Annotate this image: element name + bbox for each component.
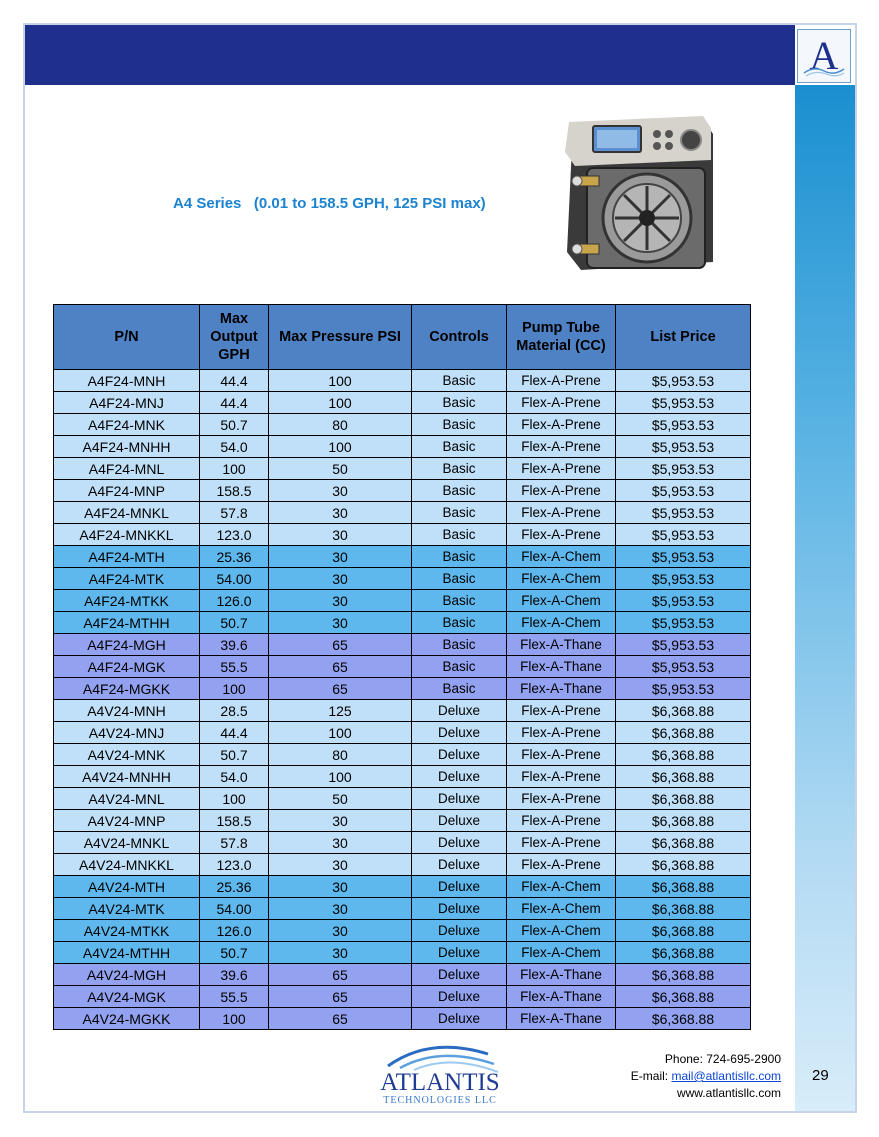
- cell-tube-material: Flex-A-Chem: [507, 612, 616, 634]
- cell-tube-material: Flex-A-Chem: [507, 568, 616, 590]
- cell-max-output: 54.0: [200, 766, 269, 788]
- cell-pn: A4V24-MNH: [54, 700, 200, 722]
- cell-list-price: $5,953.53: [616, 568, 751, 590]
- cell-tube-material: Flex-A-Prene: [507, 832, 616, 854]
- cell-max-pressure: 80: [269, 414, 412, 436]
- cell-max-pressure: 100: [269, 722, 412, 744]
- cell-controls: Deluxe: [412, 788, 507, 810]
- table-row: [54, 656, 751, 678]
- cell-pn: A4V24-MGH: [54, 964, 200, 986]
- table-row: [54, 480, 751, 502]
- cell-list-price: $6,368.88: [616, 810, 751, 832]
- cell-list-price: $6,368.88: [616, 942, 751, 964]
- cell-controls: Deluxe: [412, 766, 507, 788]
- cell-max-output: 57.8: [200, 502, 269, 524]
- table-row: [54, 370, 751, 392]
- cell-max-pressure: 65: [269, 678, 412, 700]
- cell-max-pressure: 30: [269, 480, 412, 502]
- table-row: [54, 546, 751, 568]
- cell-max-pressure: 30: [269, 546, 412, 568]
- cell-max-pressure: 30: [269, 524, 412, 546]
- cell-controls: Deluxe: [412, 1008, 507, 1030]
- logo-name: ATLANTIS: [380, 1069, 500, 1096]
- cell-list-price: $6,368.88: [616, 898, 751, 920]
- cell-pn: A4V24-MNHH: [54, 766, 200, 788]
- cell-list-price: $5,953.53: [616, 524, 751, 546]
- cell-pn: A4F24-MGH: [54, 634, 200, 656]
- table-row: [54, 502, 751, 524]
- cell-max-output: 50.7: [200, 612, 269, 634]
- cell-tube-material: Flex-A-Prene: [507, 414, 616, 436]
- cell-controls: Basic: [412, 502, 507, 524]
- side-gradient-stripe: [795, 85, 855, 1111]
- cell-max-pressure: 50: [269, 458, 412, 480]
- cell-tube-material: Flex-A-Prene: [507, 502, 616, 524]
- cell-pn: A4F24-MTH: [54, 546, 200, 568]
- cell-max-output: 50.7: [200, 744, 269, 766]
- header-pn: P/N: [54, 305, 200, 370]
- cell-tube-material: Flex-A-Chem: [507, 590, 616, 612]
- cell-max-pressure: 100: [269, 766, 412, 788]
- table-row: [54, 986, 751, 1008]
- cell-pn: A4V24-MTH: [54, 876, 200, 898]
- cell-max-pressure: 65: [269, 656, 412, 678]
- phone-text: Phone: 724-695-2900: [664, 1052, 781, 1066]
- cell-tube-material: Flex-A-Thane: [507, 656, 616, 678]
- table-row: [54, 524, 751, 546]
- cell-max-pressure: 125: [269, 700, 412, 722]
- cell-tube-material: Flex-A-Thane: [507, 1008, 616, 1030]
- cell-tube-material: Flex-A-Thane: [507, 634, 616, 656]
- cell-pn: A4V24-MGKK: [54, 1008, 200, 1030]
- cell-list-price: $5,953.53: [616, 392, 751, 414]
- cell-list-price: $5,953.53: [616, 612, 751, 634]
- cell-controls: Deluxe: [412, 942, 507, 964]
- cell-tube-material: Flex-A-Chem: [507, 546, 616, 568]
- cell-max-output: 54.0: [200, 436, 269, 458]
- table-row: [54, 458, 751, 480]
- cell-controls: Deluxe: [412, 744, 507, 766]
- cell-pn: A4F24-MGK: [54, 656, 200, 678]
- header-controls: Controls: [412, 305, 507, 370]
- cell-list-price: $6,368.88: [616, 1008, 751, 1030]
- table-row: [54, 414, 751, 436]
- cell-max-pressure: 100: [269, 436, 412, 458]
- table-row: [54, 898, 751, 920]
- cell-tube-material: Flex-A-Chem: [507, 942, 616, 964]
- cell-tube-material: Flex-A-Prene: [507, 458, 616, 480]
- cell-controls: Basic: [412, 634, 507, 656]
- table-row: [54, 942, 751, 964]
- cell-tube-material: Flex-A-Prene: [507, 370, 616, 392]
- table-row: [54, 810, 751, 832]
- cell-max-output: 100: [200, 788, 269, 810]
- cell-max-output: 50.7: [200, 942, 269, 964]
- cell-list-price: $6,368.88: [616, 964, 751, 986]
- table-row: [54, 788, 751, 810]
- table-row: [54, 590, 751, 612]
- contact-info: [631, 1051, 781, 1102]
- cell-max-pressure: 30: [269, 854, 412, 876]
- header-logo-letter: A: [809, 33, 839, 78]
- cell-max-output: 126.0: [200, 920, 269, 942]
- cell-list-price: $5,953.53: [616, 656, 751, 678]
- cell-pn: A4F24-MTK: [54, 568, 200, 590]
- cell-max-pressure: 65: [269, 964, 412, 986]
- cell-max-pressure: 65: [269, 634, 412, 656]
- cell-max-pressure: 30: [269, 810, 412, 832]
- cell-max-pressure: 80: [269, 744, 412, 766]
- cell-controls: Basic: [412, 480, 507, 502]
- header-logo: [795, 27, 855, 85]
- table-row: [54, 612, 751, 634]
- cell-max-pressure: 30: [269, 568, 412, 590]
- cell-tube-material: Flex-A-Prene: [507, 766, 616, 788]
- cell-controls: Basic: [412, 656, 507, 678]
- cell-max-output: 44.4: [200, 392, 269, 414]
- cell-list-price: $5,953.53: [616, 370, 751, 392]
- table-row: [54, 920, 751, 942]
- cell-controls: Basic: [412, 414, 507, 436]
- cell-pn: A4V24-MNP: [54, 810, 200, 832]
- cell-pn: A4F24-MTHH: [54, 612, 200, 634]
- cell-pn: A4V24-MTKK: [54, 920, 200, 942]
- cell-list-price: $6,368.88: [616, 722, 751, 744]
- cell-max-output: 55.5: [200, 986, 269, 1008]
- cell-list-price: $5,953.53: [616, 436, 751, 458]
- cell-max-output: 100: [200, 458, 269, 480]
- cell-max-pressure: 30: [269, 502, 412, 524]
- cell-pn: A4F24-MNKL: [54, 502, 200, 524]
- website-text: www.atlantisllc.com: [676, 1086, 781, 1100]
- cell-max-pressure: 65: [269, 986, 412, 1008]
- cell-max-pressure: 30: [269, 612, 412, 634]
- logo-subtitle: TECHNOLOGIES LLC: [383, 1095, 497, 1106]
- cell-tube-material: Flex-A-Thane: [507, 964, 616, 986]
- cell-tube-material: Flex-A-Chem: [507, 920, 616, 942]
- cell-max-output: 54.00: [200, 568, 269, 590]
- table-row: [54, 854, 751, 876]
- cell-pn: A4V24-MNK: [54, 744, 200, 766]
- cell-tube-material: Flex-A-Chem: [507, 876, 616, 898]
- table-row: [54, 678, 751, 700]
- cell-list-price: $5,953.53: [616, 480, 751, 502]
- cell-pn: A4F24-MNJ: [54, 392, 200, 414]
- cell-list-price: $6,368.88: [616, 920, 751, 942]
- header-logo-frame: [797, 29, 851, 83]
- table-header-row: [54, 305, 751, 370]
- cell-max-output: 25.36: [200, 876, 269, 898]
- cell-list-price: $6,368.88: [616, 854, 751, 876]
- cell-max-output: 158.5: [200, 480, 269, 502]
- header-max-pressure: Max Pressure PSI: [269, 305, 412, 370]
- cell-max-pressure: 30: [269, 832, 412, 854]
- table-row: [54, 568, 751, 590]
- cell-controls: Deluxe: [412, 722, 507, 744]
- cell-tube-material: Flex-A-Prene: [507, 722, 616, 744]
- cell-max-pressure: 100: [269, 370, 412, 392]
- cell-controls: Basic: [412, 458, 507, 480]
- cell-pn: A4F24-MNP: [54, 480, 200, 502]
- cell-controls: Basic: [412, 612, 507, 634]
- table-row: [54, 766, 751, 788]
- cell-max-pressure: 30: [269, 942, 412, 964]
- cell-pn: A4V24-MNJ: [54, 722, 200, 744]
- series-title: A4 Series (0.01 to 158.5 GPH, 125 PSI max): [173, 195, 486, 212]
- cell-max-output: 100: [200, 678, 269, 700]
- cell-list-price: $6,368.88: [616, 744, 751, 766]
- cell-tube-material: Flex-A-Thane: [507, 986, 616, 1008]
- cell-tube-material: Flex-A-Prene: [507, 700, 616, 722]
- cell-max-output: 158.5: [200, 810, 269, 832]
- cell-tube-material: Flex-A-Chem: [507, 898, 616, 920]
- cell-max-output: 123.0: [200, 524, 269, 546]
- cell-list-price: $5,953.53: [616, 502, 751, 524]
- cell-tube-material: Flex-A-Prene: [507, 392, 616, 414]
- cell-controls: Basic: [412, 370, 507, 392]
- cell-max-pressure: 50: [269, 788, 412, 810]
- header-tube-material: Pump Tube Material (CC): [507, 305, 616, 370]
- cell-pn: A4F24-MNH: [54, 370, 200, 392]
- cell-controls: Deluxe: [412, 832, 507, 854]
- header-bar: [25, 25, 795, 85]
- cell-max-output: 55.5: [200, 656, 269, 678]
- pump-price-table: [53, 304, 751, 1030]
- cell-max-output: 44.4: [200, 722, 269, 744]
- cell-max-pressure: 100: [269, 392, 412, 414]
- cell-max-output: 39.6: [200, 964, 269, 986]
- cell-max-pressure: 30: [269, 876, 412, 898]
- cell-controls: Basic: [412, 546, 507, 568]
- cell-list-price: $6,368.88: [616, 876, 751, 898]
- table-row: [54, 744, 751, 766]
- email-line: [631, 1068, 781, 1085]
- cell-tube-material: Flex-A-Thane: [507, 678, 616, 700]
- table-row: [54, 1008, 751, 1030]
- cell-controls: Basic: [412, 590, 507, 612]
- cell-max-pressure: 65: [269, 1008, 412, 1030]
- cell-list-price: $6,368.88: [616, 766, 751, 788]
- cell-max-output: 100: [200, 1008, 269, 1030]
- cell-tube-material: Flex-A-Prene: [507, 854, 616, 876]
- table-row: [54, 876, 751, 898]
- cell-controls: Deluxe: [412, 986, 507, 1008]
- cell-max-output: 44.4: [200, 370, 269, 392]
- cell-max-output: 54.00: [200, 898, 269, 920]
- cell-tube-material: Flex-A-Prene: [507, 788, 616, 810]
- cell-tube-material: Flex-A-Prene: [507, 436, 616, 458]
- cell-controls: Basic: [412, 436, 507, 458]
- cell-controls: Deluxe: [412, 810, 507, 832]
- cell-pn: A4V24-MNL: [54, 788, 200, 810]
- cell-max-output: 25.36: [200, 546, 269, 568]
- cell-max-output: 28.5: [200, 700, 269, 722]
- pump-product-image: [553, 112, 721, 280]
- cell-pn: A4V24-MNKKL: [54, 854, 200, 876]
- table-row: [54, 392, 751, 414]
- cell-pn: A4F24-MNKKL: [54, 524, 200, 546]
- cell-controls: Basic: [412, 678, 507, 700]
- page-number: 29: [812, 1067, 829, 1084]
- cell-controls: Deluxe: [412, 876, 507, 898]
- cell-pn: A4F24-MNL: [54, 458, 200, 480]
- cell-pn: A4V24-MTHH: [54, 942, 200, 964]
- cell-max-pressure: 30: [269, 898, 412, 920]
- cell-pn: A4F24-MNHH: [54, 436, 200, 458]
- table-row: [54, 634, 751, 656]
- cell-controls: Deluxe: [412, 964, 507, 986]
- table-row: [54, 964, 751, 986]
- cell-controls: Basic: [412, 392, 507, 414]
- atlantis-logo: [370, 1040, 510, 1110]
- cell-list-price: $5,953.53: [616, 546, 751, 568]
- cell-list-price: $5,953.53: [616, 414, 751, 436]
- cell-pn: A4F24-MGKK: [54, 678, 200, 700]
- cell-pn: A4F24-MTKK: [54, 590, 200, 612]
- header-list-price: List Price: [616, 305, 751, 370]
- cell-max-output: 50.7: [200, 414, 269, 436]
- cell-list-price: $6,368.88: [616, 700, 751, 722]
- table-row: [54, 700, 751, 722]
- cell-pn: A4V24-MGK: [54, 986, 200, 1008]
- cell-controls: Deluxe: [412, 854, 507, 876]
- cell-controls: Deluxe: [412, 920, 507, 942]
- cell-list-price: $6,368.88: [616, 986, 751, 1008]
- cell-list-price: $6,368.88: [616, 788, 751, 810]
- table-row: [54, 436, 751, 458]
- cell-max-pressure: 30: [269, 590, 412, 612]
- wave-icon: [802, 64, 846, 78]
- cell-controls: Basic: [412, 568, 507, 590]
- cell-tube-material: Flex-A-Prene: [507, 480, 616, 502]
- cell-max-pressure: 30: [269, 920, 412, 942]
- cell-max-output: 126.0: [200, 590, 269, 612]
- cell-pn: A4F24-MNK: [54, 414, 200, 436]
- email-link[interactable]: mail@atlantisllc.com: [671, 1069, 781, 1083]
- cell-list-price: $5,953.53: [616, 634, 751, 656]
- cell-max-output: 57.8: [200, 832, 269, 854]
- cell-list-price: $5,953.53: [616, 678, 751, 700]
- header-max-output: Max Output GPH: [200, 305, 269, 370]
- cell-tube-material: Flex-A-Prene: [507, 744, 616, 766]
- table-row: [54, 832, 751, 854]
- cell-controls: Deluxe: [412, 700, 507, 722]
- cell-max-output: 39.6: [200, 634, 269, 656]
- cell-max-output: 123.0: [200, 854, 269, 876]
- cell-list-price: $5,953.53: [616, 458, 751, 480]
- cell-tube-material: Flex-A-Prene: [507, 524, 616, 546]
- table-row: [54, 722, 751, 744]
- cell-pn: A4V24-MNKL: [54, 832, 200, 854]
- cell-list-price: $6,368.88: [616, 832, 751, 854]
- email-label: E-mail:: [630, 1069, 672, 1083]
- cell-list-price: $5,953.53: [616, 590, 751, 612]
- cell-tube-material: Flex-A-Prene: [507, 810, 616, 832]
- cell-pn: A4V24-MTK: [54, 898, 200, 920]
- cell-controls: Deluxe: [412, 898, 507, 920]
- cell-controls: Basic: [412, 524, 507, 546]
